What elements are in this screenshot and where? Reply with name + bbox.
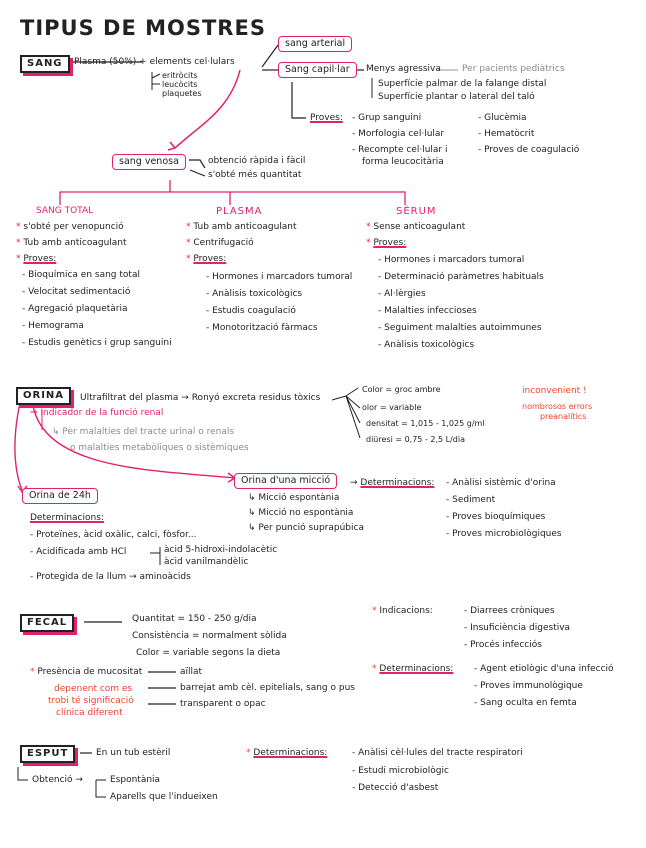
muc-note-2: trobi té significació: [48, 696, 134, 706]
orina-miccio-box: Orina d'una micció: [234, 473, 337, 489]
fecal-det-label: Determinacions:: [379, 664, 454, 674]
capillar-site-1: Superfície palmar de la falange distal: [378, 79, 547, 89]
orina-desc: Ultrafiltrat del plasma → Ronyó excreta residus tòxics: [80, 393, 321, 403]
page-title: TIPUS DE MOSTRES: [20, 16, 266, 40]
muc-result-2: barrejat amb cèl. epitelials, sang o pus: [180, 683, 355, 693]
h24-det-3: - Protegida de la llum → aminoàcids: [30, 572, 191, 582]
orina-indicator-sub-1: Per malalties del tracte urinal o renals: [62, 427, 235, 437]
serum-prova-6: - Anàlisis toxicològics: [378, 340, 475, 350]
total-item-2: Tub amb anticoagulant: [23, 238, 127, 248]
esput-tube: En un tub estèril: [96, 748, 171, 758]
serum-prova-3: - Al·lèrgies: [378, 289, 426, 299]
fecal-det-3: - Sang oculta en femta: [474, 698, 577, 708]
miccio-type-3: Per punció suprapúbica: [258, 523, 364, 533]
section-sang-label: SANG: [20, 55, 70, 73]
plasma-item-2: Centrifugació: [193, 238, 254, 248]
orina-inconvenient-note-1: nombrosos errors: [522, 402, 593, 411]
serum-heading: SÈRUM: [396, 206, 437, 217]
total-item-3: Proves:: [23, 254, 57, 264]
serum-item-1: Sense anticoagulant: [373, 222, 466, 232]
capillar-pediatric: Per pacients pediàtrics: [462, 64, 565, 74]
miccio-det-2: - Sediment: [446, 495, 496, 505]
fecal-det-1: - Agent etiològic d'una infecció: [474, 664, 614, 674]
venosa-note-1: obtenció ràpida i fàcil: [208, 156, 306, 166]
miccio-det-4: - Proves microbiològiques: [446, 529, 562, 539]
serum-prova-2: - Determinació paràmetres habituals: [378, 272, 544, 282]
fecal-ind-label: Indicacions:: [379, 606, 433, 616]
muc-note-1: depenent com es: [54, 684, 133, 694]
capillar-proves-2: - Morfologia cel·lular: [352, 129, 445, 139]
fecal-prop-1: Quantitat = 150 - 250 g/dia: [132, 614, 257, 624]
h24-acid-1: àcid 5-hidroxi-indolacètic: [164, 545, 278, 555]
miccio-type-1: Micció espontània: [258, 493, 340, 503]
h24-det-2: - Acidificada amb HCl: [30, 547, 127, 557]
muc-result-3: transparent o opac: [180, 699, 266, 709]
serum-prova-5: - Seguiment malalties autoimmunes: [378, 323, 542, 333]
sang-capillar-box: Sang capil·lar: [278, 62, 357, 78]
plasma-item-1: Tub amb anticoagulant: [193, 222, 297, 232]
esput-det-1: - Anàlisi cèl·lules del tracte respiratori: [352, 748, 523, 758]
serum-item-2: Proves:: [373, 238, 407, 248]
capillar-proves-3: - Recompte cel·lular i: [352, 145, 448, 155]
sang-total-heading: SANG TOTAL: [36, 206, 94, 216]
miccio-det-3: - Proves bioquímiques: [446, 512, 546, 522]
fecal-ind-1: - Diarrees cròniques: [464, 606, 555, 616]
muc-note-3: clínica diferent: [56, 708, 123, 718]
esput-method-1: Espontània: [110, 775, 161, 785]
cell-plaquetes: plaquetes: [162, 89, 202, 98]
sang-plasma-text: Plasma (50%) + elements cel·lulars: [74, 57, 235, 67]
plasma-heading: PLASMA: [216, 206, 263, 217]
miccio-det-1: - Anàlisi sistèmic d'orina: [446, 478, 556, 488]
capillar-proves-label: Proves:: [310, 113, 343, 123]
orina-indicator-sub-2: o malalties metabòliques o sistèmiques: [70, 443, 249, 453]
h24-det-1: - Proteïnes, àcid oxàlic, calci, fòsfor...: [30, 530, 197, 540]
plasma-prova-4: - Monotorització fàrmacs: [206, 323, 318, 333]
capillar-proves-5: - Glucèmia: [478, 113, 527, 123]
h24-det-label: Determinacions:: [30, 513, 104, 523]
esput-det-2: - Estudi microbiològic: [352, 766, 449, 776]
fecal-prop-3: Color = variable segons la dieta: [136, 648, 281, 658]
total-prova-5: - Estudis genètics i grup sanguini: [22, 338, 172, 348]
section-fecal-label: FECAL: [20, 614, 74, 632]
orina-inconvenient: inconvenient !: [522, 386, 587, 396]
plasma-prova-1: - Hormones i marcadors tumoral: [206, 272, 353, 282]
total-item-1: s'obté per venopunció: [23, 222, 124, 232]
sang-arterial-box: sang arterial: [278, 36, 352, 52]
capillar-note: Menys agressiva: [366, 64, 441, 74]
sang-venosa-box: sang venosa: [112, 154, 186, 170]
capillar-proves-6: - Hematòcrit: [478, 129, 535, 139]
orina-prop-2: olor = variable: [362, 403, 422, 412]
miccio-type-2: Micció no espontània: [258, 508, 354, 518]
fecal-ind-3: - Procés infecciós: [464, 640, 542, 650]
orina-prop-3: densitat = 1,015 - 1,025 g/ml: [366, 419, 485, 428]
cell-leucocits: leucòcits: [162, 80, 198, 89]
fecal-det-2: - Proves immunològique: [474, 681, 583, 691]
esput-det-label: Determinacions:: [253, 748, 328, 758]
capillar-proves-7: - Proves de coagulació: [478, 145, 580, 155]
cell-eritrocits: eritròcits: [162, 71, 198, 80]
total-prova-4: - Hemograma: [22, 321, 84, 331]
capillar-proves-4: forma leucocitària: [362, 157, 444, 167]
serum-prova-4: - Malalties infeccioses: [378, 306, 477, 316]
fecal-ind-2: - Insuficiència digestiva: [464, 623, 571, 633]
serum-prova-1: - Hormones i marcadors tumoral: [378, 255, 525, 265]
fecal-prop-2: Consistència = normalment sòlida: [132, 631, 287, 641]
total-prova-2: - Velocitat sedimentació: [22, 287, 131, 297]
section-orina-label: ORINA: [16, 387, 71, 405]
total-prova-1: - Bioquímica en sang total: [22, 270, 140, 280]
total-prova-3: - Agregació plaquetària: [22, 304, 128, 314]
orina-inconvenient-note-2: preanalítics: [540, 412, 587, 421]
venosa-note-2: s'obté més quantitat: [208, 170, 302, 180]
plasma-prova-2: - Anàlisis toxicològics: [206, 289, 303, 299]
fecal-mucositat: Presència de mucositat: [37, 667, 143, 677]
esput-det-3: - Detecció d'asbest: [352, 783, 439, 793]
esput-method-2: Aparells que l'indueixen: [110, 792, 218, 802]
plasma-prova-3: - Estudis coagulació: [206, 306, 296, 316]
miccio-det-label: Determinacions:: [360, 478, 435, 488]
esput-obtencio: Obtenció: [32, 775, 73, 785]
orina-24h-box: Orina de 24h: [22, 488, 98, 504]
h24-acid-2: àcid vanilmandèlic: [164, 557, 249, 567]
capillar-site-2: Superfície plantar o lateral del taló: [378, 92, 535, 102]
orina-prop-4: diüresi = 0,75 - 2,5 L/dia: [366, 435, 465, 444]
plasma-item-3: Proves:: [193, 254, 227, 264]
orina-prop-1: Color = groc ambre: [362, 385, 441, 394]
capillar-proves-1: - Grup sanguini: [352, 113, 422, 123]
muc-result-1: aïllat: [180, 667, 203, 677]
section-esput-label: ESPUT: [20, 745, 75, 763]
orina-indicator: Indicador de la funció renal: [40, 408, 164, 418]
